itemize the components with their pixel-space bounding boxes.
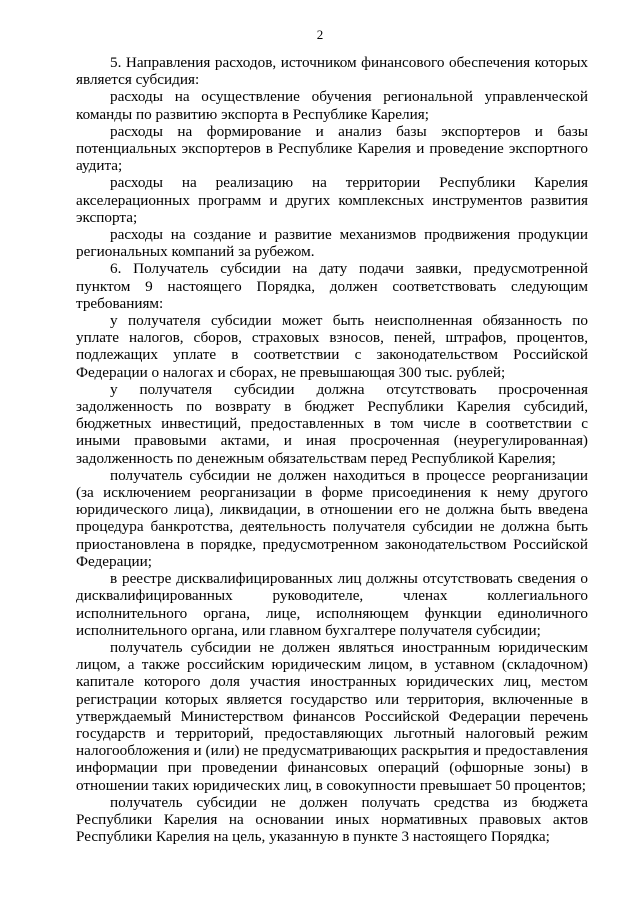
paragraph-requirement-foreign-entity: получатель субсидии не должен являться иностранным юридическим лицом, а также российским юридическим лицом, в уставном (складочном) капитале которого доля участия иностранных юридических лиц, местом регистрации которых является государство или территория, включенные в утверждаемый Министерством финансов Российской Федерации перечень государств и территорий, предоставляющих льготный налоговый режим налогообложения и (или) не предусматривающих раскрытия и предоставления информации при проведении финансовых операций (офшорные зоны) в отношении таких юридических лиц, в совокупности превышает 50 процентов;: [76, 638, 588, 794]
paragraph-requirement-disqualified: в реестре дисквалифицированных лиц должны отсутствовать сведения о дисквалифицированных руководителе, членах коллегиального исполнительного органа, лице, исполняющем функции единоличного исполнительного органа, или главном бухгалтере получателя субсидии;: [76, 570, 588, 639]
paragraph-item-5-heading: 5. Направления расходов, источником финансового обеспечения которых является субсидия:: [76, 54, 588, 89]
paragraph-expense-exporters-base: расходы на формирование и анализ базы экспортеров и базы потенциальных экспортеров в Республике Карелия и проведение экспортного аудита;: [76, 122, 588, 175]
paragraph-requirement-overdue-debt: у получателя субсидии должна отсутствовать просроченная задолженность по возврату в бюджет Республики Карелия субсидий, бюджетных инвестиций, предоставленных в том числе в соответствии с иными правовыми актами, и иная просроченная (неурегулированная) задолженность по денежным обязательствам перед Республикой Карелия;: [76, 380, 588, 467]
paragraph-requirement-reorganization: получатель субсидии не должен находиться в процессе реорганизации (за исключением реорганизации в форме присоединения к нему другого юридического лица), ликвидации, в отношении его не должна быть введена процедура банкротства, деятельность получателя субсидии не должна быть приостановлена в порядке, предусмотренном законодательством Российской Федерации;: [76, 466, 588, 570]
paragraph-requirement-tax-debt: у получателя субсидии может быть неисполненная обязанность по уплате налогов, сборов, страховых взносов, пеней, штрафов, процентов, подлежащих уплате в соответствии с законодательством Российской Федерации о налогах и сборах, не превышающая 300 тыс. рублей;: [76, 312, 588, 381]
paragraph-expense-promotion: расходы на создание и развитие механизмов продвижения продукции региональных компаний за рубежом.: [76, 226, 588, 261]
paragraph-expense-training: расходы на осуществление обучения региональной управленческой команды по развитию экспорта в Республике Карелия;: [76, 88, 588, 123]
paragraph-requirement-other-funds: получатель субсидии не должен получать средства из бюджета Республики Карелия на основании иных нормативных правовых актов Республики Карелия на цель, указанную в пункте 3 настоящего Порядка;: [76, 793, 588, 846]
document-body: [76, 54, 588, 845]
paragraph-expense-acceleration: расходы на реализацию на территории Республики Карелия акселерационных программ и других комплексных инструментов развития экспорта;: [76, 174, 588, 226]
page-number: 2: [316, 27, 324, 42]
paragraph-item-6-heading: 6. Получатель субсидии на дату подачи заявки, предусмотренной пунктом 9 настоящего Порядка, должен соответствовать следующим требованиям:: [76, 260, 588, 312]
